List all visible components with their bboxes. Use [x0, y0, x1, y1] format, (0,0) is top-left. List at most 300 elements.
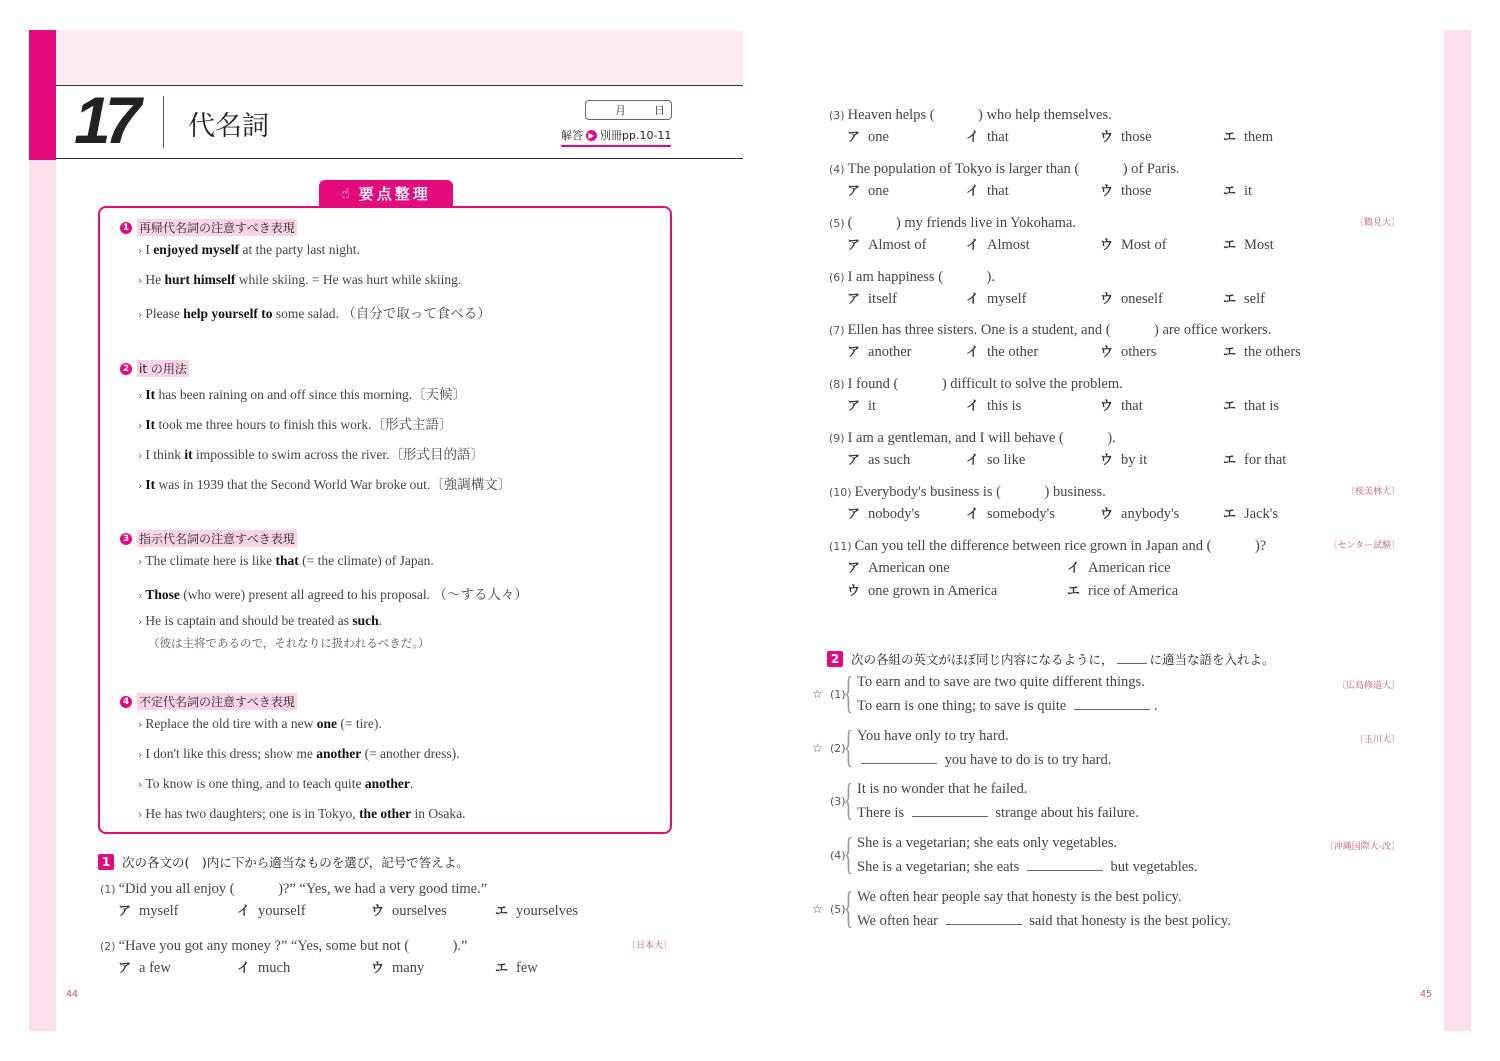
chevron-right-icon: ›: [138, 748, 143, 761]
option-letter: ア: [847, 345, 861, 360]
answer-option[interactable]: [237, 957, 290, 977]
option-letter: ウ: [847, 584, 861, 599]
chevron-right-icon: ›: [138, 244, 143, 257]
summary-section-heading: [120, 530, 297, 547]
pair-number: (4): [830, 849, 846, 862]
option-letter: イ: [237, 961, 251, 976]
chapter-accent-bar: [29, 30, 56, 160]
answer-option[interactable]: [1067, 557, 1171, 577]
option-text: those: [1121, 129, 1152, 145]
example-post: in Osaka.: [411, 806, 466, 821]
exercise-instruction: [851, 650, 1275, 668]
answer-option[interactable]: [966, 395, 1021, 415]
page-number-left: 44: [66, 989, 79, 1000]
option-text: it: [868, 398, 877, 414]
exercise-1-heading: [98, 853, 469, 871]
question-text: Can you tell the difference between rice grown in Japan and ( )?: [854, 538, 1267, 554]
question-text: The population of Tokyo is larger than ( ) of Paris.: [847, 161, 1180, 177]
section-number-badge: 2: [120, 363, 132, 375]
example-post: some salad. （自分で取って食べる）: [272, 306, 491, 321]
option-text: rice of America: [1088, 583, 1179, 599]
question-number: (3): [829, 109, 845, 122]
example-keyword: hurt himself: [164, 272, 236, 287]
answer-option[interactable]: [1223, 503, 1278, 523]
summary-tab-label: 要点整理: [358, 185, 431, 203]
header-rule-top: [56, 85, 743, 86]
answer-option[interactable]: [1223, 126, 1273, 146]
option-text: yourselves: [516, 903, 579, 919]
example-keyword: one: [316, 716, 337, 731]
question: [100, 934, 467, 955]
answer-option[interactable]: [1223, 234, 1274, 254]
option-text: myself: [139, 903, 179, 919]
question-number: (5): [829, 217, 845, 230]
answer-option[interactable]: [1223, 449, 1286, 469]
answer-option[interactable]: [1223, 288, 1265, 308]
question-text: Heaven helps ( ) who help themselves.: [847, 107, 1112, 123]
option-letter: エ: [1223, 345, 1237, 360]
option-letter: ア: [847, 453, 861, 468]
option-text: American rice: [1088, 560, 1171, 576]
answer-option[interactable]: [1100, 180, 1152, 200]
example-post: (who were) present all agreed to his proposal. （～する人々）: [179, 587, 528, 602]
option-letter: イ: [966, 453, 980, 468]
option-text: itself: [868, 291, 898, 307]
star-icon: ☆: [812, 687, 823, 701]
right-margin-band: [1444, 30, 1471, 1031]
question-text: “Did you all enjoy ( )?” “Yes, we had a very good time.”: [118, 881, 488, 897]
example-post: took me three hours to finish this work.〔形式主語〕: [155, 417, 453, 432]
example-keyword: Those: [145, 587, 180, 602]
chapter-title: 代名詞: [188, 111, 269, 142]
example-post: .: [409, 776, 414, 791]
answer-option[interactable]: [966, 288, 1026, 308]
chevron-right-icon: ›: [138, 555, 143, 568]
option-letter: ウ: [1100, 130, 1114, 145]
brace: {: [843, 883, 854, 932]
section-label: 再帰代名詞の注意すべき表現: [139, 221, 295, 235]
answer-option[interactable]: [237, 900, 306, 920]
option-text: many: [392, 960, 425, 976]
option-letter: ア: [847, 292, 861, 307]
brace: {: [843, 775, 854, 824]
date-day: 日: [654, 104, 665, 117]
option-text: oneself: [1121, 291, 1163, 307]
answer-blank[interactable]: [1027, 858, 1103, 871]
chevron-right-icon: ›: [138, 308, 143, 321]
brace: {: [843, 829, 854, 878]
summary-tab: [319, 180, 453, 207]
option-text: American one: [868, 560, 950, 576]
option-letter: エ: [1223, 399, 1237, 414]
question-number: (6): [829, 271, 845, 284]
option-letter: イ: [966, 507, 980, 522]
question-text: I found ( ) difficult to solve the problem.: [847, 376, 1123, 392]
answer-option[interactable]: [1067, 580, 1178, 600]
option-letter: ウ: [1100, 345, 1114, 360]
question-text: “Have you got any money ?” “Yes, some but not ( ).”: [118, 938, 468, 954]
answer-option[interactable]: [847, 449, 910, 469]
chevron-right-icon: ›: [138, 479, 143, 492]
option-text: that is: [1244, 398, 1280, 414]
answer-option[interactable]: [966, 341, 1038, 361]
instruction-pre: 次の各組の英文がほぼ同じ内容になるように，: [851, 652, 1114, 667]
answer-option[interactable]: [966, 180, 1009, 200]
pair-line-2: [857, 912, 1231, 930]
question: [829, 372, 1123, 393]
answer-option[interactable]: [847, 126, 889, 146]
chevron-right-icon: ›: [138, 778, 143, 791]
example-post: .: [378, 613, 382, 628]
pair-number: (1): [830, 688, 846, 701]
header-rule-bottom: [56, 158, 743, 159]
example-pre: I think: [145, 447, 185, 462]
header-band: [56, 30, 743, 85]
option-letter: エ: [495, 904, 509, 919]
question-source: 〔鶴見大〕: [1354, 218, 1400, 228]
option-letter: ウ: [1100, 238, 1114, 253]
answer-blank[interactable]: [946, 912, 1022, 925]
pointing-hand-icon: ☝: [341, 185, 353, 202]
answer-option[interactable]: [1100, 503, 1179, 523]
example-post: has been raining on and off since this morning.〔天候〕: [155, 387, 467, 402]
option-letter: ア: [847, 507, 861, 522]
option-letter: ア: [847, 130, 861, 145]
answer-option[interactable]: [847, 503, 920, 523]
brace: {: [843, 668, 854, 717]
answer-option[interactable]: [1223, 180, 1252, 200]
exercise-2-heading: [827, 650, 1275, 668]
option-text: nobody's: [868, 506, 920, 522]
example-pre: To know is one thing, and to teach quite: [145, 776, 365, 791]
chapter-divider: [163, 96, 164, 148]
option-text: this is: [987, 398, 1022, 414]
answer-option[interactable]: [847, 557, 950, 577]
question-source: 〔桜美林大〕: [1345, 487, 1400, 497]
pair-source: 〔玉川大〕: [1354, 735, 1400, 745]
chevron-right-icon: ›: [138, 808, 143, 821]
chevron-right-icon: ›: [138, 449, 143, 462]
chevron-right-icon: ›: [138, 419, 143, 432]
example-keyword: another: [316, 746, 362, 761]
answer-option[interactable]: [847, 180, 889, 200]
section-label: 指示代名詞の注意すべき表現: [139, 532, 295, 546]
summary-section-heading: [120, 360, 189, 377]
example-sentence: [138, 583, 528, 603]
line2-post: you have to do is to try hard.: [941, 752, 1112, 768]
section-number-badge: 4: [120, 696, 132, 708]
example-keyword: it: [184, 447, 193, 462]
chapter-number: 17: [74, 83, 136, 157]
example-pre: He has two daughters; one is in Tokyo,: [145, 806, 360, 821]
question: [100, 877, 487, 898]
pair-line-1: It is no wonder that he failed.: [857, 781, 1028, 797]
example-post: while skiing. = He was hurt while skiing.: [235, 272, 462, 287]
answer-option[interactable]: [371, 900, 447, 920]
question-text: Ellen has three sisters. One is a student, and ( ) are office workers.: [847, 322, 1272, 338]
option-letter: ア: [118, 961, 132, 976]
example-sentence: [138, 383, 466, 403]
option-text: as such: [868, 452, 911, 468]
line2-post: .: [1153, 698, 1158, 714]
option-text: Almost: [987, 237, 1030, 253]
option-text: others: [1121, 344, 1157, 360]
answer-option[interactable]: [118, 900, 178, 920]
question: [829, 157, 1180, 178]
option-text: those: [1121, 183, 1152, 199]
option-text: one: [868, 129, 889, 145]
option-text: so like: [987, 452, 1026, 468]
example-keyword: It: [145, 477, 156, 492]
option-text: Most of: [1121, 237, 1167, 253]
pair-number: (2): [830, 742, 846, 755]
answer-option[interactable]: [847, 288, 897, 308]
option-text: ourselves: [392, 903, 447, 919]
line2-pre: She is a vegetarian; she eats: [857, 859, 1023, 875]
section-label: it の用法: [139, 362, 187, 376]
arrow-right-icon: ▶: [586, 130, 597, 141]
example-keyword: It: [145, 417, 156, 432]
answer-option[interactable]: [847, 580, 997, 600]
option-text: myself: [987, 291, 1027, 307]
example-post: (= the climate) of Japan.: [298, 553, 434, 568]
question-text: ( ) my friends live in Yokohama.: [847, 215, 1076, 231]
line2-pre: To earn is one thing; to save is quite: [857, 698, 1070, 714]
answer-blank[interactable]: [912, 804, 988, 817]
example-sentence: [138, 272, 461, 288]
question-number: (10): [829, 486, 852, 499]
example-keyword: enjoyed myself: [153, 242, 240, 257]
instruction-post: に適当な語を入れよ。: [1149, 652, 1275, 667]
answer-option[interactable]: [1100, 126, 1152, 146]
example-sentence: [138, 302, 491, 322]
section-label: 不定代名詞の注意すべき表現: [139, 695, 295, 709]
example-post: at the party last night.: [239, 242, 360, 257]
option-text: by it: [1121, 452, 1148, 468]
chevron-right-icon: ›: [138, 589, 143, 602]
pair-line-2: [857, 751, 1111, 769]
summary-section-heading: [120, 219, 297, 236]
pair-line-2: [857, 697, 1157, 715]
option-text: self: [1244, 291, 1265, 307]
option-letter: ア: [847, 399, 861, 414]
answer-option[interactable]: [495, 957, 538, 977]
option-text: somebody's: [987, 506, 1055, 522]
option-letter: エ: [1223, 453, 1237, 468]
example-sentence: [138, 613, 382, 629]
line2-post: strange about his failure.: [991, 805, 1139, 821]
question: [829, 534, 1266, 555]
question: [829, 265, 995, 286]
option-letter: エ: [1223, 507, 1237, 522]
option-text: them: [1244, 129, 1274, 145]
example-pre: I: [145, 242, 154, 257]
answer-option[interactable]: [1100, 288, 1163, 308]
exercise-number-badge: 2: [827, 651, 843, 667]
example-translation-note: （彼は主将であるので，それなりに扱われるべきだ。）: [148, 636, 430, 650]
answer-option[interactable]: [1100, 341, 1156, 361]
example-pre: Please: [145, 306, 184, 321]
option-letter: エ: [1067, 584, 1081, 599]
option-letter: ウ: [1100, 507, 1114, 522]
option-text: Jack's: [1244, 506, 1279, 522]
line2-pre: We often hear: [857, 913, 942, 929]
pair-line-1: You have only to try hard.: [857, 728, 1009, 744]
exercise-number-badge: 1: [98, 854, 114, 870]
example-sentence: [138, 413, 453, 433]
date-box[interactable]: [585, 100, 672, 120]
example-keyword: the other: [359, 806, 412, 821]
pair-line-1: We often hear people say that honesty is the best policy.: [857, 889, 1182, 905]
option-letter: ア: [847, 561, 861, 576]
answer-option[interactable]: [847, 341, 912, 361]
brace: {: [843, 722, 854, 771]
pair-number: (5): [830, 903, 846, 916]
star-icon: ☆: [812, 741, 823, 755]
question: [829, 318, 1271, 339]
answer-option[interactable]: [1100, 234, 1167, 254]
option-text: much: [258, 960, 291, 976]
answer-option[interactable]: [1100, 449, 1147, 469]
summary-box: [98, 206, 672, 834]
option-letter: イ: [966, 130, 980, 145]
example-sentence: [138, 806, 466, 822]
answer-option[interactable]: [847, 234, 926, 254]
option-letter: イ: [966, 345, 980, 360]
example-sentence: [138, 776, 413, 792]
option-text: a few: [139, 960, 171, 976]
question-text: Everybody's business is ( ) business.: [854, 484, 1106, 500]
option-letter: イ: [966, 292, 980, 307]
question-number: (4): [829, 163, 845, 176]
example-pre: He is captain and should be treated as: [145, 613, 353, 628]
example-sentence: [138, 746, 460, 762]
pair-number: (3): [830, 795, 846, 808]
option-text: anybody's: [1121, 506, 1180, 522]
option-text: one grown in America: [868, 583, 998, 599]
question-source: 〔日本大〕: [626, 941, 672, 951]
section-number-badge: 3: [120, 533, 132, 545]
line2-post: said that honesty is the best policy.: [1025, 913, 1231, 929]
option-text: it: [1244, 183, 1253, 199]
option-letter: エ: [1223, 238, 1237, 253]
option-text: one: [868, 183, 889, 199]
option-letter: ア: [118, 904, 132, 919]
option-text: for that: [1244, 452, 1287, 468]
option-text: few: [516, 960, 538, 976]
question-number: (8): [829, 378, 845, 391]
answer-blank[interactable]: [861, 751, 937, 764]
option-letter: ウ: [1100, 453, 1114, 468]
question: [829, 480, 1106, 501]
example-keyword: another: [364, 776, 410, 791]
option-letter: イ: [237, 904, 251, 919]
option-letter: イ: [1067, 561, 1081, 576]
option-text: yourself: [258, 903, 306, 919]
option-letter: ウ: [1100, 292, 1114, 307]
option-letter: ウ: [1100, 184, 1114, 199]
left-margin-band: [29, 160, 56, 1031]
example-pre: I don't like this dress; show me: [145, 746, 317, 761]
question-number: (1): [100, 883, 116, 896]
example-pre: Replace the old tire with a new: [145, 716, 317, 731]
example-keyword: such: [352, 613, 379, 628]
star-icon: ☆: [812, 902, 823, 916]
question: [829, 103, 1112, 124]
option-letter: エ: [1223, 292, 1237, 307]
example-sentence: [138, 716, 382, 732]
question: [829, 211, 1076, 232]
option-text: the other: [987, 344, 1039, 360]
answer-option[interactable]: [118, 957, 171, 977]
pair-source: 〔広島修道大〕: [1336, 681, 1400, 691]
pair-line-1: To earn and to save are two quite different things.: [857, 674, 1145, 690]
summary-section-heading: [120, 693, 297, 710]
answer-option[interactable]: [1223, 341, 1301, 361]
example-sentence: [138, 473, 511, 493]
option-letter: エ: [1223, 184, 1237, 199]
example-sentence: [138, 553, 434, 569]
option-text: that: [987, 129, 1009, 145]
chevron-right-icon: ›: [138, 615, 143, 628]
date-month: 月: [615, 104, 626, 117]
example-sentence: [138, 443, 484, 463]
answer-option[interactable]: [495, 900, 578, 920]
blank-sample: [1117, 651, 1147, 664]
pair-line-1: She is a vegetarian; she eats only vegetables.: [857, 835, 1118, 851]
exercise-instruction: 次の各文の( )内に下から適当なものを選び，記号で答えよ。: [122, 855, 469, 870]
question-source: 〔センター試験〕: [1328, 541, 1400, 551]
example-keyword: It: [145, 387, 156, 402]
option-letter: ア: [847, 238, 861, 253]
answer-option[interactable]: [847, 395, 876, 415]
line2-post: but vegetables.: [1106, 859, 1198, 875]
option-letter: イ: [966, 238, 980, 253]
question-number: (2): [100, 940, 116, 953]
option-text: that: [987, 183, 1009, 199]
question-text: I am a gentleman, and I will behave ( ).: [847, 430, 1116, 446]
pair-line-2: [857, 804, 1139, 822]
question-number: (7): [829, 324, 845, 337]
example-post: (= tire).: [336, 716, 382, 731]
answer-option[interactable]: [966, 234, 1030, 254]
example-pre: He: [145, 272, 165, 287]
chevron-right-icon: ›: [138, 389, 143, 402]
option-text: that: [1121, 398, 1143, 414]
answer-option[interactable]: [966, 503, 1055, 523]
answer-option[interactable]: [966, 126, 1009, 146]
option-letter: エ: [1223, 130, 1237, 145]
question-text: I am happiness ( ).: [847, 269, 995, 285]
answer-option[interactable]: [1100, 395, 1143, 415]
option-text: Almost of: [868, 237, 927, 253]
answer-label: 解答: [561, 129, 583, 142]
chevron-right-icon: ›: [138, 274, 143, 287]
answer-option[interactable]: [1223, 395, 1279, 415]
option-letter: ウ: [1100, 399, 1114, 414]
chevron-right-icon: ›: [138, 718, 143, 731]
answer-reference: [561, 127, 671, 147]
section-number-badge: 1: [120, 222, 132, 234]
option-letter: ア: [847, 184, 861, 199]
answer-option[interactable]: [966, 449, 1025, 469]
example-sentence: [138, 242, 360, 258]
answer-blank[interactable]: [1074, 697, 1150, 710]
option-text: Most: [1244, 237, 1274, 253]
example-post: impossible to swim across the river.〔形式目的語〕: [192, 447, 485, 462]
answer-option[interactable]: [371, 957, 424, 977]
example-post: was in 1939 that the Second World War broke out.〔強調構文〕: [155, 477, 512, 492]
